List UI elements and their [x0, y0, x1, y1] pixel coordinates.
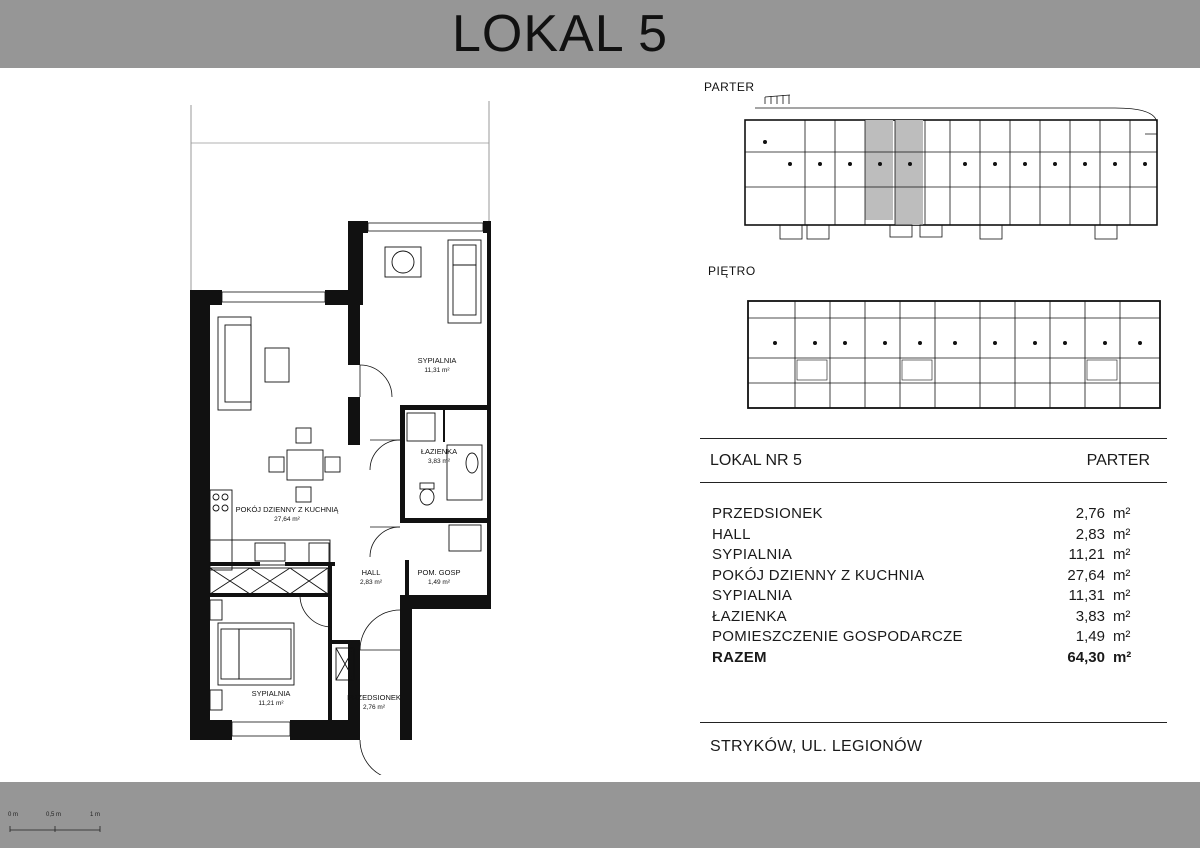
room-area: 2,76 m²	[362, 704, 386, 711]
row-unit: m²	[1112, 628, 1131, 646]
table-row	[712, 586, 1162, 607]
row-unit: m²	[1112, 607, 1131, 625]
header-bar	[0, 0, 1200, 68]
row-value: 2,76	[1075, 505, 1105, 523]
table-row-total	[712, 648, 1162, 669]
row-name: ŁAZIENKA	[712, 607, 787, 625]
row-name: SYPIALNIA	[712, 546, 793, 564]
row-unit: m²	[1112, 525, 1131, 543]
row-name: HALL	[712, 525, 751, 543]
room-name: HALL	[361, 568, 381, 577]
unit-floor: PARTER	[1086, 452, 1150, 469]
address: STRYKÓW, UL. LEGIONÓW	[710, 738, 923, 755]
scale-label-end: 1 m	[90, 812, 101, 818]
room-label-hall	[360, 568, 382, 588]
row-value: 11,31	[1068, 587, 1105, 605]
room-area: 11,31 m²	[424, 367, 450, 374]
room-label-vestibule	[347, 693, 401, 713]
row-value: 1,49	[1075, 628, 1105, 646]
table-row	[712, 627, 1162, 648]
scale-label-start: 0 m	[8, 812, 19, 818]
room-name: PRZEDSIONEK	[347, 693, 401, 702]
room-area: 27,64 m²	[274, 516, 300, 523]
row-unit: m²	[1112, 546, 1131, 564]
floor-plan-drawing	[185, 95, 495, 775]
room-label-bedroom-2	[252, 689, 291, 709]
row-unit: m²	[1112, 505, 1131, 523]
footer-bar	[0, 782, 1200, 848]
row-unit: m²	[1112, 566, 1131, 584]
row-value: 2,83	[1075, 525, 1105, 543]
room-name: SYPIALNIA	[251, 689, 291, 698]
key-plan-ground	[735, 92, 1165, 242]
table-row	[712, 545, 1162, 566]
room-area: 3,83 m²	[427, 458, 451, 465]
unit-number: LOKAL NR 5	[710, 452, 802, 469]
row-name: SYPIALNIA	[712, 587, 793, 605]
row-value: 3,83	[1075, 607, 1105, 625]
room-name: POKÓJ DZIENNY Z KUCHNIĄ	[235, 505, 339, 514]
scale-bar	[8, 812, 108, 842]
table-row	[712, 566, 1162, 587]
room-label-bathroom	[421, 447, 457, 467]
room-name: SYPIALNIA	[417, 356, 457, 365]
row-name: POMIESZCZENIE GOSPODARCZE	[712, 628, 963, 646]
row-value: 27,64	[1067, 566, 1105, 584]
table-row	[712, 504, 1162, 525]
scale-ruler	[8, 820, 108, 840]
row-unit: m²	[1112, 587, 1131, 605]
total-name: RAZEM	[712, 648, 767, 666]
room-label-utility	[418, 568, 461, 588]
row-name: POKÓJ DZIENNY Z KUCHNIA	[712, 566, 925, 584]
divider-top	[700, 438, 1167, 439]
total-value: 64,30	[1067, 648, 1105, 666]
table-row	[712, 607, 1162, 628]
table-row	[712, 525, 1162, 546]
room-name: ŁAZIENKA	[420, 447, 458, 456]
divider-header	[700, 482, 1167, 483]
floor-plan	[185, 95, 495, 780]
row-name: PRZEDSIONEK	[712, 505, 823, 523]
row-value: 11,21	[1068, 546, 1105, 564]
total-unit: m²	[1112, 648, 1132, 666]
room-area: 2,83 m²	[359, 579, 383, 586]
room-label-bedroom-1	[418, 356, 457, 376]
room-label-living-room	[236, 505, 339, 525]
room-name: POM. GOSP	[417, 568, 461, 577]
scale-label-middle: 0,5 m	[46, 812, 62, 818]
area-table	[712, 504, 1162, 668]
room-area: 1,49 m²	[427, 579, 451, 586]
room-area: 11,21 m²	[258, 700, 284, 707]
page-title: LOKAL 5	[452, 5, 669, 63]
key-plan-upper-label: PIĘTRO	[708, 264, 756, 278]
key-plan-upper	[745, 298, 1165, 413]
divider-bottom	[700, 722, 1167, 723]
key-plan-ground-label: PARTER	[704, 80, 755, 94]
